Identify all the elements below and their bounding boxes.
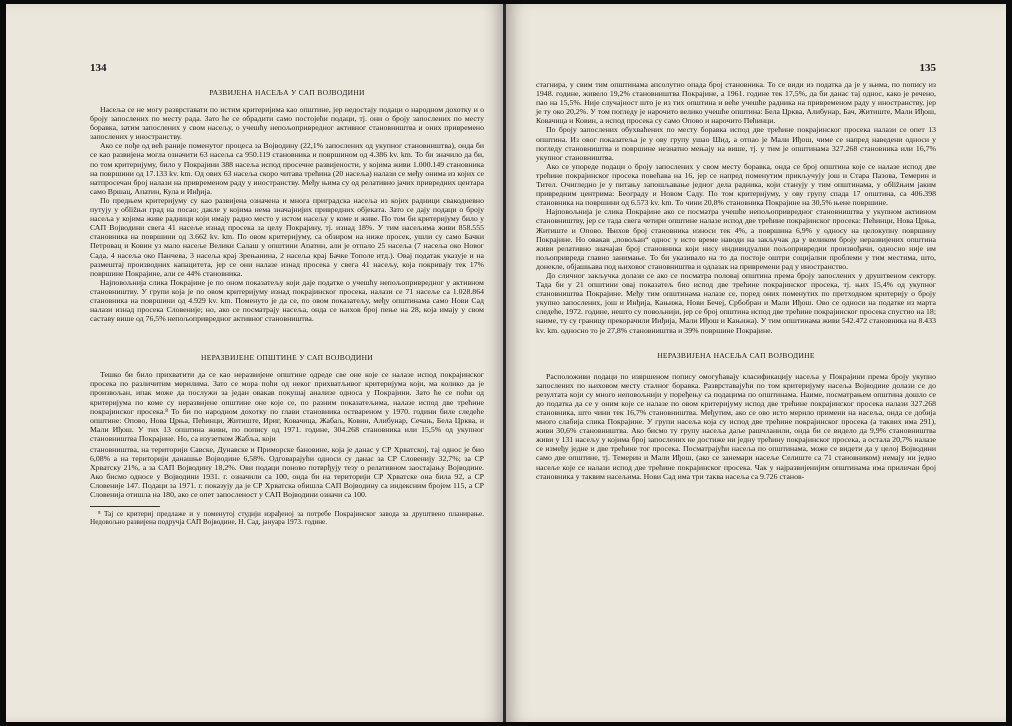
- paragraph: Насеља се не могу разврставати по истим критеријима као општине, јер недостају подаци о народном дохотку и о броју запослених по месту рада. Зато ће се обрадити само постојећи подаци, тј. они о броју запослених по месту боравка, затим запослених у свом насељу, о учешћу непољопривредног активног становништва и оних привремено запослених у иностранству.: [90, 105, 484, 142]
- paragraph: По предњем критеријуму су као развијена означена и многа приградска насеља из којих радници свакодневно путују у обližњи град на посао; дакле у којима нема значајнијих привредних објеката. Зато се дају подаци о броју насеља у којима живе радници који имају радно место у истом насељу у коме и живе. По том би критеријуму било у САП Војводини свега 41 насеље изнад просека за целу Покрајину, тј. изнад 18%. У тим насељима живи 858.555 становника на површини од 3.662 kv. km. По овом критеријуму, са обзиром на ниже просек, ушли су само Бачки Петровац и Ковин уз мало насеље Велики Салаш у општини Апатин, али је отпало 25 насеља (7 насеља око Новог Сада, 4 насеља око Панчева, 3 насеља крај Зрењанина, 2 насеља крај Бачке Тополе итд.). Овај податак указује и на размештај производних капацитета, јер се они налазе изнад просека у свега 41 насељу, која покривају тек 17% површине Покрајине, али се 44% становника.: [90, 195, 484, 278]
- paragraph: До сличног закључка долази се ако се посматра половај општина према броју запослених у друштвеном сектору. Тада би у 21 општини овај показатељ био испод две трећине покрајинског просека, тј. њих 15,4% од укупног становништва Покрајине. Међу тим општинама налазе се, поред оних поменутих по претходном критерију о броју укупно запослених, још и Инђија, Кањижа, Нови Бечеј, Србобран и Мали Иђош. Ово се односи на податке из марта следеће, 1972. године, нешто су повољнији, јер се број општина испод две трећине покрајинског просека спустио на 18; наиме, ту су границу прекорачили Инђија, Мали Иђош и Кањижа). У тим општинама живи 542.472 становника на 8.433 kv. km. односно то је 27,8% становништва и 39% површине Покрајине.: [536, 270, 936, 335]
- paragraph: Најповољнија је слика Покрајине ако се посматра учешће непољопривредног становништва у укупном активном становништву, јер се тада свега четири општине налазе испод две трећине покрајинског просека: Пећинци, Нова Црња, Житиште и Опово. Њихов број становника износи тек 4%, а површина 6,9% у односу на целокупну површину Покрајине. Но овакав „повољан“ однос у исто време наводи на закључак да у великом броју неразвијених општина живи релативно значајан број становника који нису индивидуални пољопривредни произвођачи, односно није им пољопривреда главно занимање. То би указивало на то да постоје оштри социјални проблеми у тим местима, што, донекле, објашњава под њиховог становништва и одлазак на привремени рад у иностранство.: [536, 207, 936, 271]
- paragraph: Најповољнија слика Покрајине је по оном показатељу који даје податке о учешћу непољопривредног у активном становништву. У групи која је по овом критеријуму изнад покрајинског просека, налази се 71 насеље са 1.028.864 становника на површини од 4.929 kv. km. Поменуто је да се, по овом показатељу, међу општинама само Нови Сад налази изнад просека Словеније; но, ако се посматрају насеља, онда се њихов број пење на 28, која имају у свом саставу више од 76,5% непољопривредног активног становништва.: [90, 277, 484, 324]
- footnote-rule: [90, 506, 160, 507]
- page-number-left: 134: [90, 62, 107, 74]
- footnote: ⁸ Тај се критериј предлаже и у поменутој студији израђеној за потребе Покрајинског завода за друштвено планирање. Недовољно развијена подручја САП Војводине, Н. Сад, јануара 1973. године.: [90, 509, 484, 526]
- paragraph: Тешко би било прихватити да се као неразвијене општине одреде све оне које се налазе испод покрајинског просека по различитим мерилима. Зато се мора поћи од неког прихватљивог критеријума који, ма колико да је произвољан, ипак може да послужи за један овакав покушај анализе односа у Покрајини. Зато ће се поћи од критеријума по коме су неразвијене општине оне које се, по разним показатељима, налазе испод две трећине покрајинског просека.⁸ То би по народном дохотку по глави становника оствареном у 1970. години биле следеће општине: Опово, Нова Црња, Пећинци, Житиште, Ириг, Ковачица, Жабаљ, Ковин, Алибунар, Сечањ, Бела Црква, и Мали Иђош. У тих 13 општина живи, по попису од 1971. године, 304.268 становника или 15,5% од укупног становништва Покрајине. Но, са изузетком Жабља, који: [90, 370, 484, 443]
- section-heading-underdeveloped-settlements: НЕРАЗВИЈЕНА НАСЕЉА САП ВОЈВОДИНЕ: [657, 350, 815, 360]
- paragraph: По броју запослених обухваћених по месту боравка испод две трећине покрајинског просека налази се опет 13 општина. Из овог показатеља је у ову групу ушао Шид, а отпао је Мали Иђош, чиме се напред наведени односи у погледу становништва и површине незнатно мењају на више, тј. у тим је општинама 327.268 становника или 16,7% укупног становништва.: [536, 125, 936, 162]
- paragraph: Расположиви подаци по извршеном попису омогућавају класификацију насеља у Покрајини према броју укупно запослених по њиховом месту сталног боравка. Разврставајући по том критеријуму насеља Војводине долази се до резултата који су много неповољнији у поређењу са подацима по општинама. Наиме, посматрањем општина дошло се до податка да се у оним које се налазе по овом критеријуму испод две трећине покрајинског просека налази 327.268 становника, што чини тек 16,7% становништва. Међутим, ако се ово исто мерило примени на насеља, онда се добија много слабија слика Покрајине. У групи насеља која су испод две трећине покрајинског просека (а таквих има 291), живи 30,6% становништва. Ако бисмо ту групу насеља даље рашчланили, онда би се видело да 9,9% становништва живи у 131 насељу у којима број запослених не достиже ни једну трећину покрајинског просека, а остала 20,7% налазе се између једне и две трећине тог просека. Посматрајући насеља по општинама, може се видети да у целој Војводини само две општине, тј. Темерин и Мали Иђош, (ако се занемари насеље Селиште са 71 становником) немају ни једно насеље које се налази испод две трећине покрајинског просека. Чак у најразвијенијим општинама има приличан број становника у таквим насељима. Нови Сад има три таква насеља са 9.726 станов-: [536, 371, 936, 481]
- paragraph: стагнира, у свим тим општинама апсолутно опада број становника. То се види из податка да је у њима, по попису из 1948. године, живело 19,2% становништва Покрајине, а 1961. године тек 17,5%, да би данас тај однос, како је речено, пао на 15,5%. Није случајност што је из тих општина и веће учешће радника на привременом раду у иностранству, јер је ту око 20,2%. У том погледу је нарочито велико учешће општина: Бела Црква, Алибунар, Бач, Житиште, Мали Иђош, Ковачица и Ковин, а испод просека су само Опово и нарочито Пећинци.: [536, 80, 936, 126]
- right-page: [506, 4, 1006, 722]
- paragraph: Ако се пође од већ раније поменутог процеса за Војводину (22,1% запослених од укупног становништва), онда би се као развијена могла означити 63 насеља са 950.119 становника и површином од 4.386 kv. km. То би значило да би, по том критеријуму, било у Покрајини 388 насеља испод просечне развијености, у којима живи 1.000.149 становника на површини од 17.133 kv. km. Од ових 63 насеља скоро читава трећина (20 насеља) налази се међу онима из којих се натпросечан број налази на привременом раду у иностранству. Међу њима су од релативно јачих привредних центара само Вршац, Апатин, Кула и Инђија.: [90, 141, 484, 196]
- left-page: [6, 4, 504, 722]
- paragraph: Ако се упореде подаци о броју запослених у свом месту боравка, онда се број општина које се налазе испод две трећине покрајинског просека повећава на 16, јер се напред поменутим прикључују још и Стара Пазова, Темерин и Тител. Очигледно је у питању запошљавање једног дела радника, који станују у тим општинама, у обližњим јаким привредним центрима: Београду и Новом Саду. По том критеријуму, у ову групу спада 17 општина, са 406.398 становника на површини од 6.573 kv. km. То чини 20,8% становника Покрајине на 30,5% њене површине.: [536, 161, 936, 208]
- page-number-right: 135: [919, 62, 936, 74]
- open-book: [6, 4, 1006, 722]
- paragraph: становништва, на територији Савске, Дунавске и Приморске бановине, која је данас у СР Хрватској, тај однос је био 6,08% а на територији данашње Војводине 6,58%. Одговарајући односи су данас за СР Словенију 32,7%; за СР Хрватску 21%, а за САП Војводину 18,2%. Ови подаци поново потврђују тезу о релативном заостајању Војводине. Ако бисмо односе у Војводини 1931. г. означили са 100, онда би на територији СР Хрватске она била 92, а СР Словеније 147. Подаци за 1971. г. показују да је СР Хрватска обишла САП Војводину са индексним бројем 115, а СР Словенија отишла на 180, ако се опет запосленост у САП Војводини означи са 100.: [90, 445, 484, 500]
- section-heading-developed-settlements: РАЗВИЈЕНА НАСЕЉА У САП ВОЈВОДИНИ: [209, 88, 365, 97]
- section-heading-underdeveloped-municipalities: НЕРАЗВИЈЕНЕ ОПШТИНЕ У САП ВОЈВОДИНИ: [200, 353, 374, 363]
